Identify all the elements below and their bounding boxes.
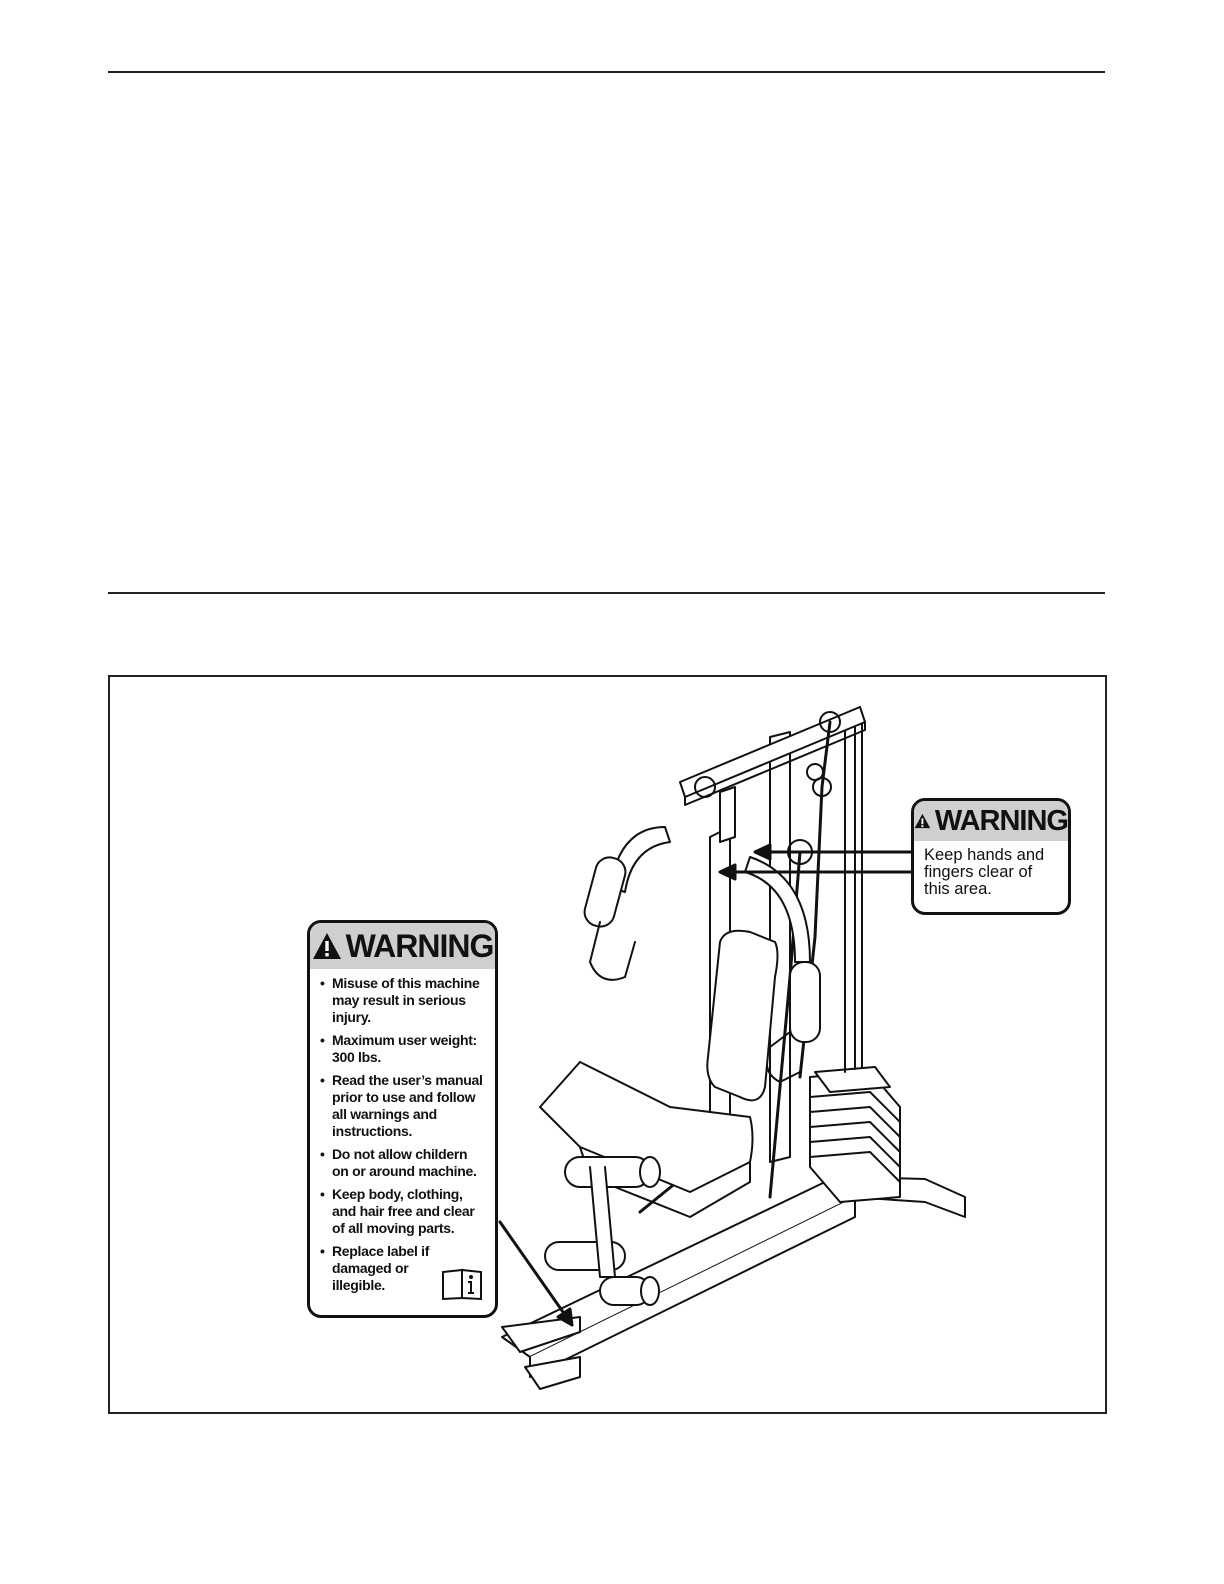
- leg-rollers: [545, 1157, 660, 1305]
- warning-line: instructions.: [332, 1123, 413, 1139]
- home-gym-drawing: [110, 677, 1105, 1412]
- warning-line: illegible.: [332, 1277, 386, 1293]
- warning-line: • Do not allow childern: [332, 1146, 468, 1162]
- warning-line: damaged or: [332, 1260, 409, 1276]
- warning-line: • Misuse of this machine: [332, 975, 480, 991]
- warning-item-max-weight: [320, 1032, 487, 1066]
- warning-item-misuse: [320, 975, 487, 1026]
- warning-line: and hair free and clear: [332, 1203, 475, 1219]
- base-frame: [502, 1177, 965, 1389]
- main-warning-title: WARNING: [345, 927, 494, 964]
- warning-line: 300 lbs.: [332, 1049, 381, 1065]
- warning-line: • Read the user’s manual: [332, 1072, 483, 1088]
- illustration-frame: [108, 675, 1107, 1414]
- main-warning-header: [310, 923, 495, 969]
- warning-line: all warnings and: [332, 1106, 437, 1122]
- warning-line: on or around machine.: [332, 1163, 477, 1179]
- warning-line: • Keep body, clothing,: [332, 1186, 463, 1202]
- warning-item-read-manual: [320, 1072, 487, 1140]
- warning-line: may result in serious: [332, 992, 466, 1008]
- hands-warning-title: WARNING: [934, 804, 1068, 837]
- back-pad: [707, 931, 777, 1101]
- hands-warning-header: [914, 801, 1068, 841]
- warning-line: • Maximum user weight:: [332, 1032, 477, 1048]
- hands-warning-line: Keep hands and: [924, 846, 1045, 864]
- warning-list: [310, 969, 495, 1294]
- section-divider: [108, 592, 1105, 594]
- hands-warning-label: [911, 798, 1071, 915]
- warning-triangle-icon: [914, 809, 931, 833]
- hands-warning-line: fingers clear of: [924, 863, 1033, 881]
- main-warning-label: [307, 920, 498, 1318]
- warning-line: of all moving parts.: [332, 1220, 455, 1236]
- warning-line: injury.: [332, 1009, 371, 1025]
- warning-line: • Replace label if: [332, 1243, 430, 1259]
- manual-info-icon: [441, 1267, 483, 1301]
- warning-item-children: [320, 1146, 487, 1180]
- warning-item-moving-parts: [320, 1186, 487, 1237]
- warning-triangle-icon: [312, 932, 342, 960]
- warning-line: prior to use and follow: [332, 1089, 476, 1105]
- hands-warning-text: [914, 841, 1068, 898]
- weight-stack: [810, 1067, 900, 1202]
- hands-warning-line: this area.: [924, 880, 992, 898]
- top-divider: [108, 71, 1105, 73]
